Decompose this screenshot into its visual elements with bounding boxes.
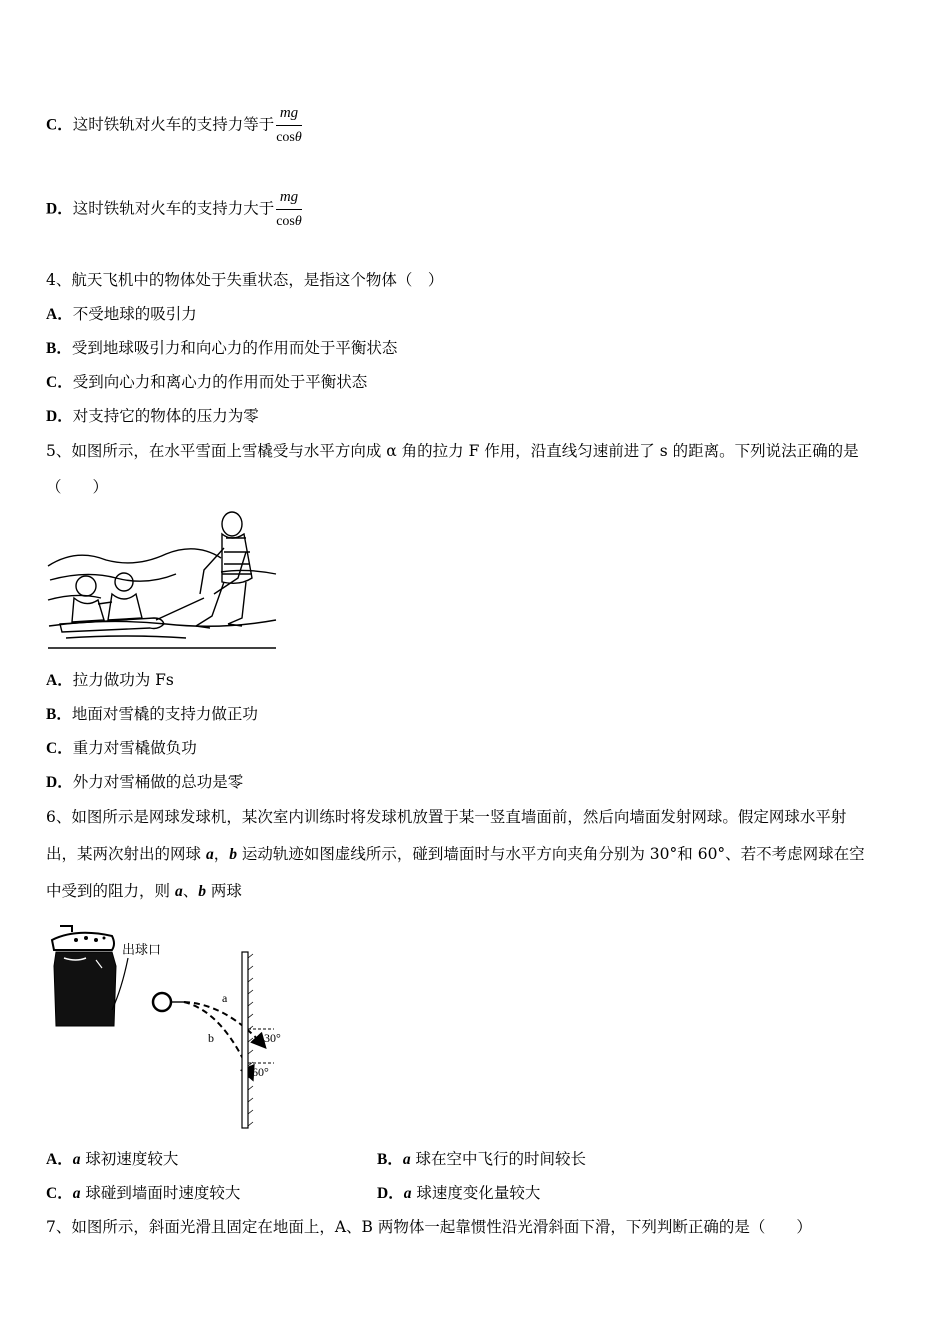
option-letter: A．	[46, 1151, 73, 1168]
q5-stem-line2: （ ）	[46, 478, 109, 496]
q4-option-b	[46, 337, 397, 360]
q6-stem-line2	[46, 843, 865, 866]
option-letter: C．	[46, 374, 73, 391]
option-letter: B．	[46, 340, 72, 357]
option-text: 受到向心力和离心力的作用而处于平衡状态	[72, 373, 368, 391]
fraction-mg-over-cos-theta	[276, 102, 302, 149]
q5-option-c	[46, 737, 197, 760]
q6-option-b	[377, 1148, 586, 1171]
option-text: 拉力做功为 Fs	[72, 671, 174, 689]
q6-option-d	[377, 1182, 540, 1205]
q5-stem-line1: 5、如图所示，在水平雪面上雪橇受与水平方向成 α 角的拉力 F 作用，沿直线匀速前进了 s 的距离。下列说法正确的是	[46, 442, 859, 460]
option-letter: D．	[46, 200, 73, 218]
option-letter: D．	[46, 774, 73, 791]
angle-30-label: 30°	[264, 1031, 281, 1045]
theta-symbol: θ	[294, 130, 302, 145]
q4-stem: 4、航天飞机中的物体处于失重状态，是指这个物体（ ）	[46, 271, 444, 289]
wall	[242, 952, 248, 1128]
option-text: 球在空中飞行的时间较长	[410, 1150, 587, 1168]
option-text: 重力对雪橇做负功	[72, 739, 197, 757]
option-letter: D．	[46, 408, 73, 425]
ball-machine-icon	[52, 926, 116, 1026]
tennis-ball-icon	[153, 993, 171, 1011]
fraction-mg-over-cos-theta	[276, 186, 302, 233]
sled-illustration	[46, 508, 278, 654]
q6-option-a	[46, 1148, 178, 1171]
variable-b: b	[229, 846, 237, 863]
q4-option-d	[46, 405, 259, 428]
stem-text: 、	[182, 882, 199, 900]
q7-stem: 7、如图所示，斜面光滑且固定在地面上，A、B 两物体一起靠惯性沿光滑斜面下滑，下列判断正确的是（ ）	[46, 1218, 812, 1236]
stem-text: 两球	[205, 882, 242, 900]
option-text: 对支持它的物体的压力为零	[72, 407, 259, 425]
trajectory-label-a: a	[222, 991, 228, 1005]
q4-option-a	[46, 303, 197, 326]
variable-a: a	[174, 883, 183, 900]
q6-stem-line1: 6、如图所示是网球发球机，某次室内训练时将发球机放置于某一竖直墙面前，然后向墙面发射网球。假定网球水平射	[46, 808, 847, 826]
option-letter: C．	[46, 1185, 73, 1202]
stem-text: 中受到的阻力，则	[46, 882, 175, 900]
q5-option-a	[46, 669, 174, 692]
q4-option-c	[46, 371, 367, 394]
fraction-numerator: mg	[276, 186, 302, 210]
option-text: 地面对雪橇的支持力做正功	[71, 705, 258, 723]
option-text: 这时铁轨对火车的支持力等于	[72, 115, 275, 134]
variable-a: a	[205, 846, 214, 863]
fraction-denominator	[276, 210, 302, 233]
cos-text: cos	[276, 130, 295, 145]
stem-text: ，	[213, 845, 230, 863]
cos-text: cos	[276, 214, 295, 229]
q6-option-c	[46, 1182, 240, 1205]
option-letter: C．	[46, 116, 73, 134]
fraction-denominator	[276, 126, 302, 149]
variable-a: a	[403, 1185, 412, 1202]
option-letter: D．	[377, 1185, 404, 1202]
angle-60-label: 60°	[252, 1065, 269, 1079]
option-letter: A．	[46, 672, 73, 689]
q3-option-c	[46, 102, 302, 149]
q5-option-b	[46, 703, 258, 726]
outlet-label: 出球口	[122, 943, 162, 958]
option-letter: C．	[46, 740, 73, 757]
trajectory-label-b: b	[208, 1031, 214, 1045]
option-text: 不受地球的吸引力	[72, 305, 197, 323]
fraction-numerator: mg	[276, 102, 302, 126]
q3-option-d	[46, 186, 302, 233]
option-letter: A．	[46, 306, 73, 323]
option-text: 球碰到墙面时速度较大	[80, 1184, 241, 1202]
stem-text: 出，某两次射出的网球	[46, 845, 206, 863]
option-letter: B．	[377, 1151, 403, 1168]
option-text: 球速度变化量较大	[411, 1184, 541, 1202]
stem-text: 运动轨迹如图虚线所示，碰到墙面时与水平方向夹角分别为 30°和 60°、若不考虑网球在空	[236, 845, 865, 863]
tennis-machine-diagram	[46, 918, 296, 1130]
option-text: 球初速度较大	[80, 1150, 179, 1168]
option-letter: B．	[46, 706, 72, 723]
variable-a: a	[72, 1151, 81, 1168]
theta-symbol: θ	[294, 214, 302, 229]
q6-stem-line3	[46, 880, 242, 903]
option-text: 外力对雪桶做的总功是零	[72, 773, 244, 791]
variable-a: a	[402, 1151, 411, 1168]
option-text: 受到地球吸引力和向心力的作用而处于平衡状态	[71, 339, 398, 357]
trajectory-a	[184, 1002, 264, 1046]
option-text: 这时铁轨对火车的支持力大于	[72, 199, 275, 218]
q5-option-d	[46, 771, 243, 794]
variable-a: a	[72, 1185, 81, 1202]
variable-b: b	[198, 883, 206, 900]
